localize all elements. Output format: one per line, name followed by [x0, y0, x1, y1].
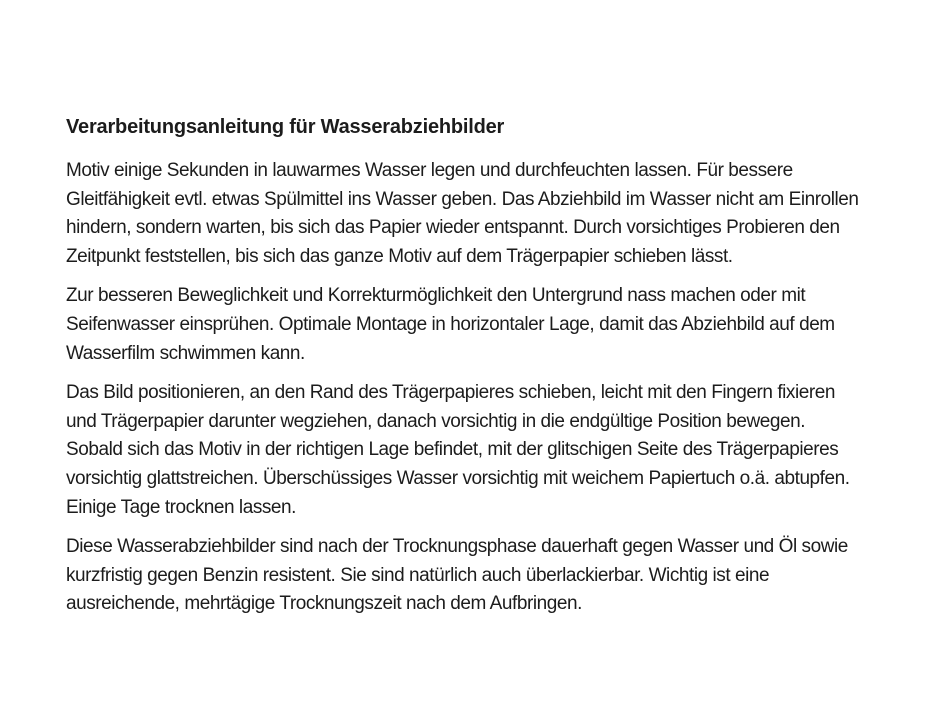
text-line: Diese Wasserabziehbilder sind nach der Trocknungsphase dauerhaft gegen Wasser und Öl sowie [66, 536, 848, 558]
paragraph-positioning [66, 379, 890, 522]
paragraph-durability [66, 533, 890, 619]
paragraph-surface-prep [66, 282, 890, 368]
text-line: ausreichende, mehrtägige Trocknungszeit nach dem Aufbringen. [66, 593, 582, 615]
text-line: und Trägerpapier darunter wegziehen, danach vorsichtig in die endgültige Position bewegen. [66, 410, 806, 432]
text-line: Zur besseren Beweglichkeit und Korrekturmöglichkeit den Untergrund nass machen oder mit [66, 285, 806, 307]
text-line: Einige Tage trocknen lassen. [66, 496, 296, 518]
text-line: vorsichtig glattstreichen. Überschüssiges Wasser vorsichtig mit weichem Papiertuch o.ä. abtupfen. [66, 467, 850, 489]
text-line: Motiv einige Sekunden in lauwarmes Wasser legen und durchfeuchten lassen. Für bessere [66, 160, 793, 181]
text-line: Das Bild positionieren, an den Rand des Trägerpapieres schieben, leicht mit den Fingern fixieren [66, 382, 835, 404]
text-line: Sobald sich das Motiv in der richtigen Lage befindet, mit der glitschigen Seite des Trägerpapieres [66, 439, 839, 461]
text-line: Gleitfähigkeit evtl. etwas Spülmittel ins Wasser geben. Das Abziehbild im Wasser nicht am Einrollen [66, 188, 859, 210]
text-line: hindern, sondern warten, bis sich das Papier wieder entspannt. Durch vorsichtiges Probieren den [66, 217, 840, 239]
document-title: Verarbeitungsanleitung für Wasserabziehbilder [66, 116, 505, 138]
text-line: Seifenwasser einsprühen. Optimale Montage in horizontaler Lage, damit das Abziehbild auf dem [66, 313, 835, 335]
text-line: Zeitpunkt feststellen, bis sich das ganze Motiv auf dem Trägerpapier schieben lässt. [66, 245, 733, 267]
text-line: kurzfristig gegen Benzin resistent. Sie sind natürlich auch überlackierbar. Wichtig ist eine [66, 564, 770, 586]
text-line: Wasserfilm schwimmen kann. [66, 342, 305, 364]
paragraph-soaking [66, 157, 890, 271]
